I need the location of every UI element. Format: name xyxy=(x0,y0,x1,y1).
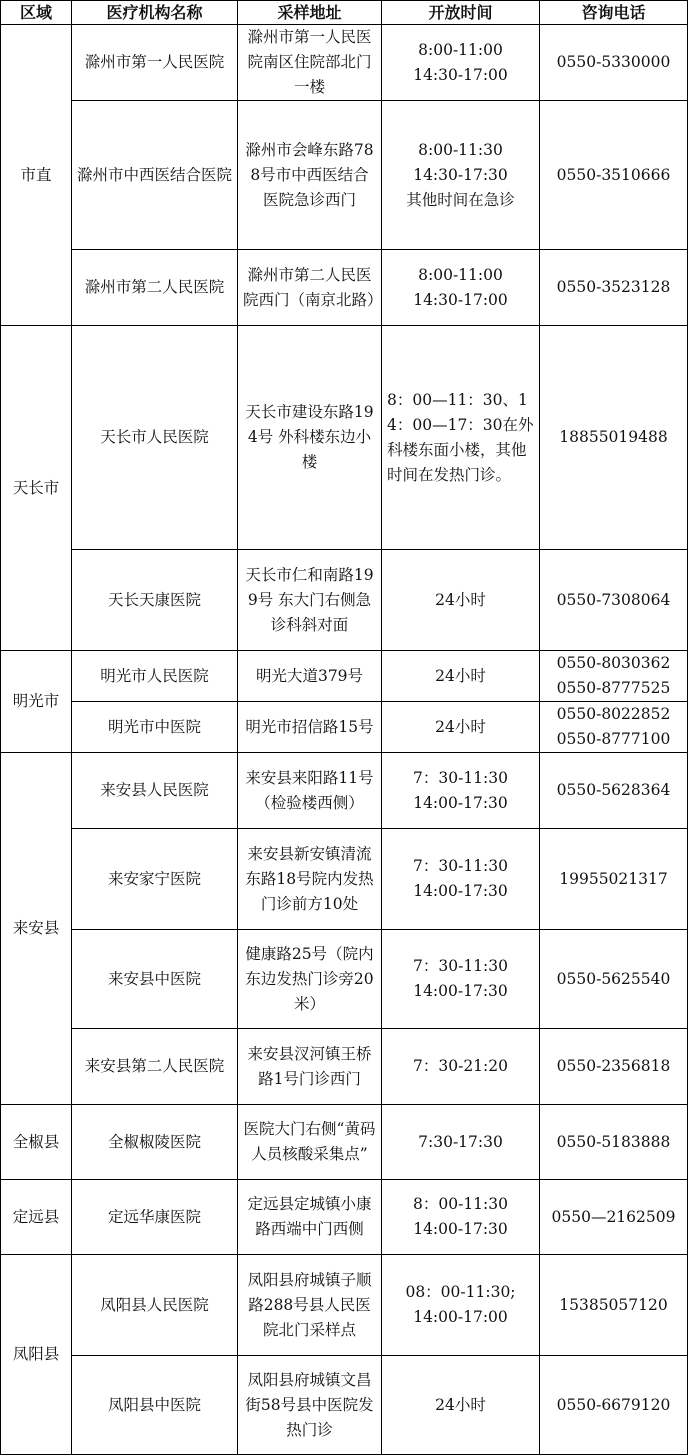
open-hours: 7：30-21:20 xyxy=(382,1029,540,1105)
phone-number: 0550-3523128 xyxy=(540,250,688,326)
hours-line: 7：30-11:30 xyxy=(413,957,508,975)
hours-line: 14:00-17:30 xyxy=(413,982,508,1000)
open-hours xyxy=(382,753,540,829)
table-row xyxy=(1,550,688,651)
hospital-name: 滁州市第一人民医院 xyxy=(72,25,238,101)
phone-number: 15385057120 xyxy=(540,1255,688,1356)
hours-line: 其他时间在急诊 xyxy=(406,190,515,209)
region-cell: 定远县 xyxy=(1,1180,72,1255)
hours-line: 7：30-11:30 xyxy=(413,768,508,787)
table-row xyxy=(1,25,688,101)
sample-address: 天长市仁和南路199号 东大门右侧急诊科斜对面 xyxy=(238,550,382,651)
hospital-name: 滁州市中西医结合医院 xyxy=(72,101,238,250)
open-hours xyxy=(382,25,540,101)
hospital-name: 明光市中医院 xyxy=(72,702,238,753)
sample-address: 滁州市会峰东路788号市中西医结合医院急诊西门 xyxy=(238,101,382,250)
phone-number: 0550-5183888 xyxy=(540,1105,688,1180)
hospital-name: 来安家宁医院 xyxy=(72,829,238,930)
open-hours: 7:30-17:30 xyxy=(382,1105,540,1180)
sample-address: 凤阳县府城镇文昌街58号县中医院发热门诊 xyxy=(238,1356,382,1455)
phone-line: 0550-8030362 xyxy=(556,654,671,672)
sample-address: 明光大道379号 xyxy=(238,651,382,702)
open-hours xyxy=(382,930,540,1029)
hospital-name: 天长天康医院 xyxy=(72,550,238,651)
hours-line: 14:00-17:30 xyxy=(413,1220,508,1238)
hours-line: 8:00-11:00 xyxy=(418,40,503,59)
table-row xyxy=(1,1105,688,1180)
table-row xyxy=(1,1029,688,1105)
region-cell: 全椒县 xyxy=(1,1105,72,1180)
open-hours: 24小时 xyxy=(382,1356,540,1455)
open-hours: 24小时 xyxy=(382,702,540,753)
hospital-name: 来安县人民医院 xyxy=(72,753,238,829)
table-row xyxy=(1,702,688,753)
sample-address: 凤阳县府城镇子顺路288号县人民医院北门采样点 xyxy=(238,1255,382,1356)
hospital-name: 来安县第二人民医院 xyxy=(72,1029,238,1105)
open-hours xyxy=(382,101,540,250)
phone-line: 0550-8777525 xyxy=(556,679,671,697)
sample-address: 来安县来阳路11号（检验楼西侧） xyxy=(238,753,382,829)
table-row xyxy=(1,753,688,829)
sample-address: 滁州市第一人民医院南区住院部北门一楼 xyxy=(238,25,382,101)
hospital-name: 天长市人民医院 xyxy=(72,326,238,550)
table-row xyxy=(1,930,688,1029)
region-cell: 明光市 xyxy=(1,651,72,753)
hospital-name: 凤阳县中医院 xyxy=(72,1356,238,1455)
phone-number: 0550-7308064 xyxy=(540,550,688,651)
header-address: 采样地址 xyxy=(238,1,382,25)
hospital-name: 全椒椒陵医院 xyxy=(72,1105,238,1180)
table-row xyxy=(1,1255,688,1356)
table-row xyxy=(1,101,688,250)
hours-line: 8:00-11:30 xyxy=(418,140,503,159)
hours-line: 8:00-11:00 xyxy=(418,265,503,284)
hospital-name: 滁州市第二人民医院 xyxy=(72,250,238,326)
hours-line: 14:30-17:30 xyxy=(413,165,508,184)
hours-line: 14:30-17:00 xyxy=(413,290,508,309)
phone-number: 0550-5330000 xyxy=(540,25,688,101)
open-hours xyxy=(382,250,540,326)
table-row xyxy=(1,326,688,550)
header-name: 医疗机构名称 xyxy=(72,1,238,25)
open-hours: 8：00—11：30、14：00—17：30在外科楼东面小楼，其他时间在发热门诊。 xyxy=(382,326,540,550)
phone-number: 0550-3510666 xyxy=(540,101,688,250)
table-row xyxy=(1,250,688,326)
phone-number xyxy=(540,702,688,753)
hours-line: 14:00-17:30 xyxy=(413,882,508,900)
phone-number: 18855019488 xyxy=(540,326,688,550)
phone-line: 0550-8777100 xyxy=(556,730,671,748)
sample-address: 定远县定城镇小康路西端中门西侧 xyxy=(238,1180,382,1255)
phone-number: 0550-5628364 xyxy=(540,753,688,829)
hours-line: 14:00-17:30 xyxy=(413,793,508,812)
phone-number: 0550-6679120 xyxy=(540,1356,688,1455)
region-cell: 市直 xyxy=(1,25,72,326)
hospital-name: 凤阳县人民医院 xyxy=(72,1255,238,1356)
hospital-name: 明光市人民医院 xyxy=(72,651,238,702)
open-hours: 24小时 xyxy=(382,550,540,651)
sample-address: 明光市招信路15号 xyxy=(238,702,382,753)
phone-line: 0550-8022852 xyxy=(556,705,671,723)
open-hours xyxy=(382,829,540,930)
phone-number: 0550—2162509 xyxy=(540,1180,688,1255)
header-hours: 开放时间 xyxy=(382,1,540,25)
header-row xyxy=(1,1,688,25)
header-phone: 咨询电话 xyxy=(540,1,688,25)
table-row xyxy=(1,1180,688,1255)
hospital-name: 定远华康医院 xyxy=(72,1180,238,1255)
phone-number: 0550-5625540 xyxy=(540,930,688,1029)
region-cell: 来安县 xyxy=(1,753,72,1105)
table-row xyxy=(1,1356,688,1455)
hours-line: 14:00-17:00 xyxy=(413,1308,508,1326)
hours-line: 7：30-11:30 xyxy=(413,857,508,875)
table-row xyxy=(1,829,688,930)
hospital-name: 来安县中医院 xyxy=(72,930,238,1029)
sample-address: 来安县汊河镇王桥路1号门诊西门 xyxy=(238,1029,382,1105)
hours-line: 8：00-11:30 xyxy=(413,1195,508,1213)
header-region: 区域 xyxy=(1,1,72,25)
sample-address: 天长市建设东路194号 外科楼东边小楼 xyxy=(238,326,382,550)
table-row xyxy=(1,651,688,702)
sample-address: 健康路25号（院内东边发热门诊旁20米） xyxy=(238,930,382,1029)
sample-address: 滁州市第二人民医院西门（南京北路） xyxy=(238,250,382,326)
sample-address: 来安县新安镇清流东路18号院内发热门诊前方10处 xyxy=(238,829,382,930)
hours-line: 08：00-11:30; xyxy=(405,1283,516,1301)
open-hours: 24小时 xyxy=(382,651,540,702)
open-hours xyxy=(382,1180,540,1255)
sample-address: 医院大门右侧“黄码人员核酸采集点” xyxy=(238,1105,382,1180)
phone-number: 0550-2356818 xyxy=(540,1029,688,1105)
open-hours xyxy=(382,1255,540,1356)
phone-number xyxy=(540,651,688,702)
region-cell: 凤阳县 xyxy=(1,1255,72,1455)
region-cell: 天长市 xyxy=(1,326,72,651)
hours-line: 14:30-17:00 xyxy=(413,65,508,84)
phone-number: 19955021317 xyxy=(540,829,688,930)
